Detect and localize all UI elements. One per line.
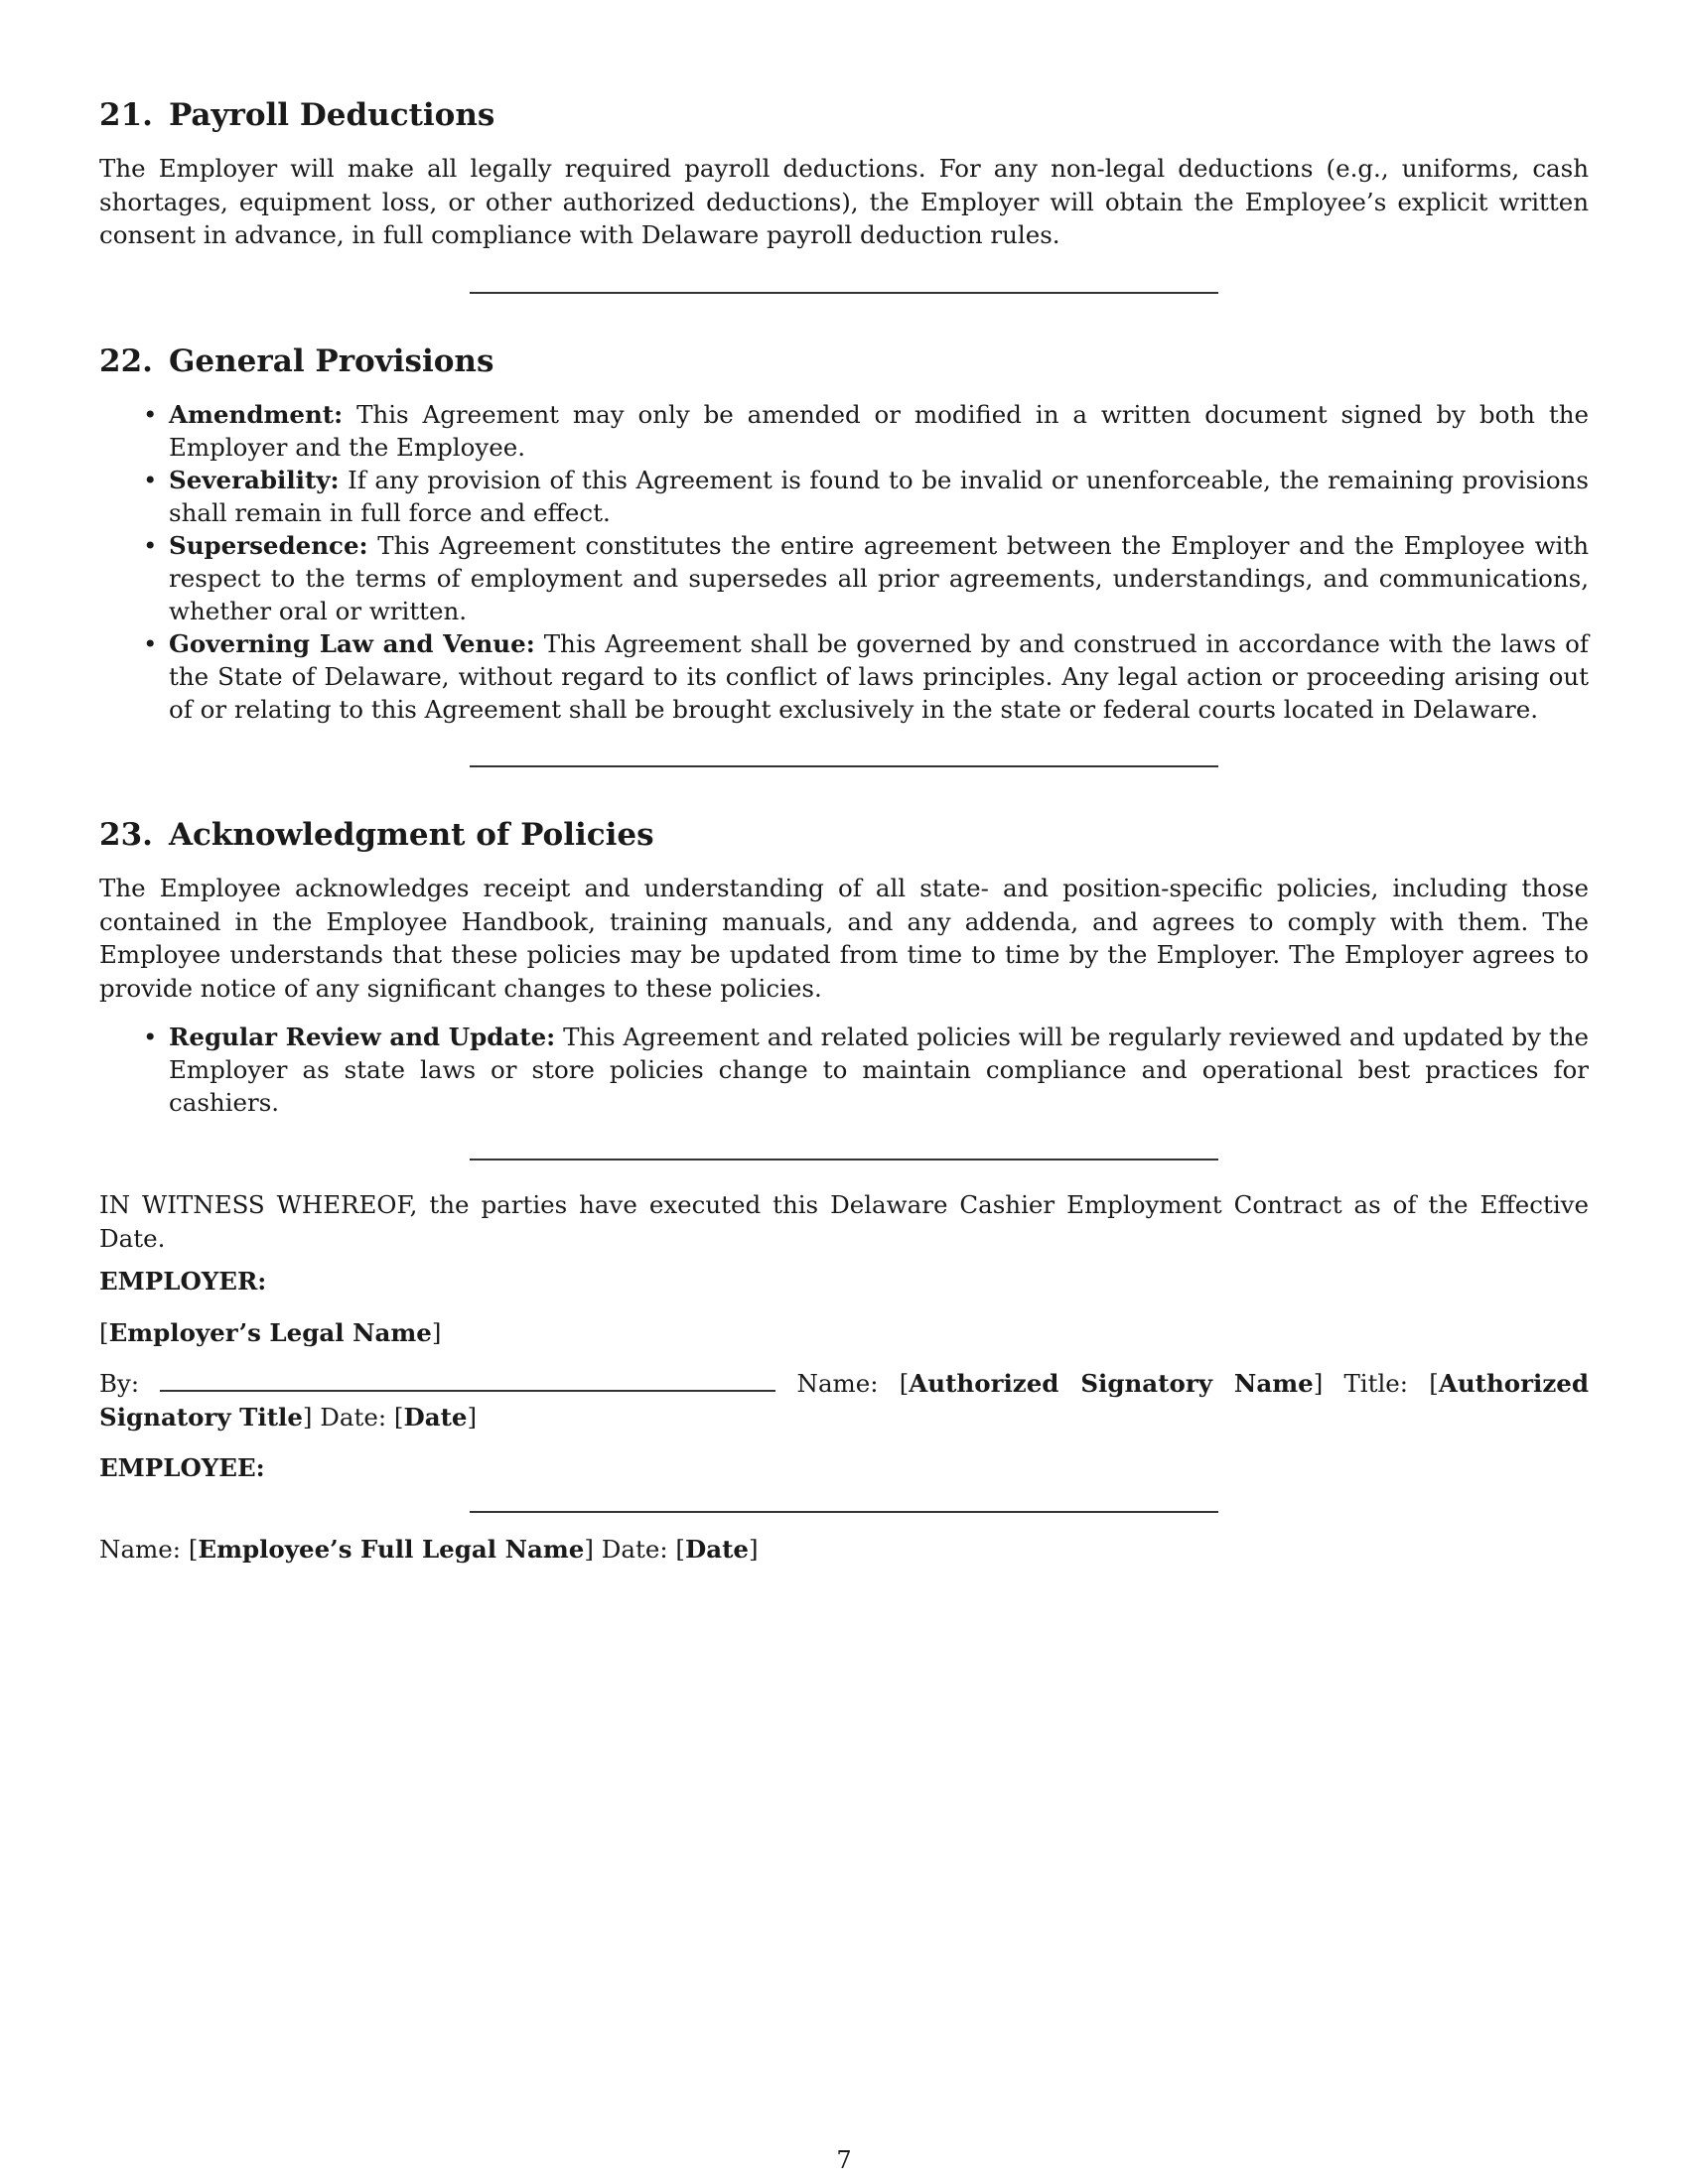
item-label: Regular Review and Update: <box>169 1023 556 1052</box>
date-placeholder: Date <box>403 1402 468 1432</box>
section-title: General Provisions <box>168 342 494 379</box>
section-22 <box>99 343 1589 726</box>
list-item <box>99 464 1589 529</box>
date-label: Date: <box>320 1402 387 1432</box>
section-number: 21. <box>99 97 153 133</box>
list-item <box>99 529 1589 627</box>
horizontal-divider <box>470 1159 1218 1160</box>
section-title: Payroll Deductions <box>168 97 495 133</box>
employer-name-line: [Employer’s Legal Name] <box>99 1317 442 1347</box>
employee-signature-line[interactable] <box>470 1511 1218 1513</box>
horizontal-divider <box>470 765 1218 767</box>
employee-name-line: Name: [Employee’s Full Legal Name] Date: [Date] <box>99 1534 759 1564</box>
section-title: Acknowledgment of Policies <box>168 816 654 853</box>
by-label: By: <box>99 1369 140 1399</box>
acknowledgment-list <box>99 1021 1589 1119</box>
horizontal-divider <box>470 292 1218 294</box>
signature-block <box>99 1188 1589 1566</box>
item-text: This Agreement constitutes the entire agreement between the Employer and the Employee with respect to the terms of employment and supersedes all prior agreements, understandings, and communications, whether oral or written. <box>169 530 1589 625</box>
item-text: If any provision of this Agreement is found to be invalid or unenforceable, the remaining provisions shall remain in full force and effect. <box>169 465 1589 527</box>
section-number: 23. <box>99 816 153 853</box>
item-label: Governing Law and Venue: <box>169 628 535 658</box>
employer-signature-line: By: Name: [Authorized Signatory Name] Title: [Authorized Signatory Title] Date: [Date] <box>99 1369 1589 1432</box>
signature-field[interactable] <box>160 1368 775 1392</box>
list-item <box>99 398 1589 464</box>
section-23 <box>99 817 1589 1119</box>
item-label: Amendment: <box>169 399 344 429</box>
employee-name-placeholder: Employee’s Full Legal Name <box>198 1534 585 1564</box>
item-text: This Agreement shall be governed by and construed in accordance with the laws of the State of Delaware, without regard to its conflict of laws principles. Any legal action or proceeding arising out of or relating to this Agreement shall be brought exclusively in the state or federal courts located in Delaware. <box>169 628 1589 724</box>
section-23-body: The Employee acknowledges receipt and understanding of all state- and position-specific policies, including those contained in the Employee Handbook, training manuals, and any addenda, and agrees to comply with them. The Employee understands that these policies may be updated from time to time by the Employer. The Employer agrees to provide notice of any significant changes to these policies. <box>99 874 1589 1003</box>
section-23-heading <box>99 817 1589 854</box>
employee-date-label: Date: <box>601 1534 668 1564</box>
witness-statement: IN WITNESS WHEREOF, the parties have executed this Delaware Cashier Employment Contract as of the Effective Date. <box>99 1190 1589 1253</box>
list-item <box>99 627 1589 726</box>
section-22-heading <box>99 343 1589 380</box>
employee-label: EMPLOYEE: <box>99 1453 265 1483</box>
page-number: 7 <box>836 2146 852 2174</box>
item-label: Supersedence: <box>169 530 368 560</box>
signatory-title-placeholder: Authorized Signatory Title <box>99 1369 1589 1432</box>
general-provisions-list <box>99 398 1589 726</box>
item-label: Severability: <box>169 465 340 494</box>
item-text: This Agreement may only be amended or modified in a written document signed by both the Employer and the Employee. <box>169 399 1589 462</box>
list-item <box>99 1021 1589 1119</box>
item-text: This Agreement and related policies will be regularly reviewed and updated by the Employer as state laws or store policies change to maintain compliance and operational best practices for cashiers. <box>169 1023 1589 1118</box>
name-label: Name: <box>796 1369 879 1399</box>
signatory-name-placeholder: Authorized Signatory Name <box>909 1369 1314 1399</box>
section-21-body: The Employer will make all legally required payroll deductions. For any non-legal deductions (e.g., uniforms, cash shortages, equipment loss, or other authorized deductions), the Employer will obtain the Employee’s explicit written consent in advance, in full compliance with Delaware payroll deduction rules. <box>99 154 1589 250</box>
employee-date-placeholder: Date <box>684 1534 749 1564</box>
title-label: Title: <box>1343 1369 1409 1399</box>
employee-name-label: Name: <box>99 1534 182 1564</box>
employer-name-placeholder: Employer’s Legal Name <box>108 1317 432 1347</box>
section-21 <box>99 97 1589 252</box>
section-21-heading <box>99 97 1589 134</box>
section-number: 22. <box>99 342 153 379</box>
employer-label: EMPLOYER: <box>99 1267 267 1297</box>
